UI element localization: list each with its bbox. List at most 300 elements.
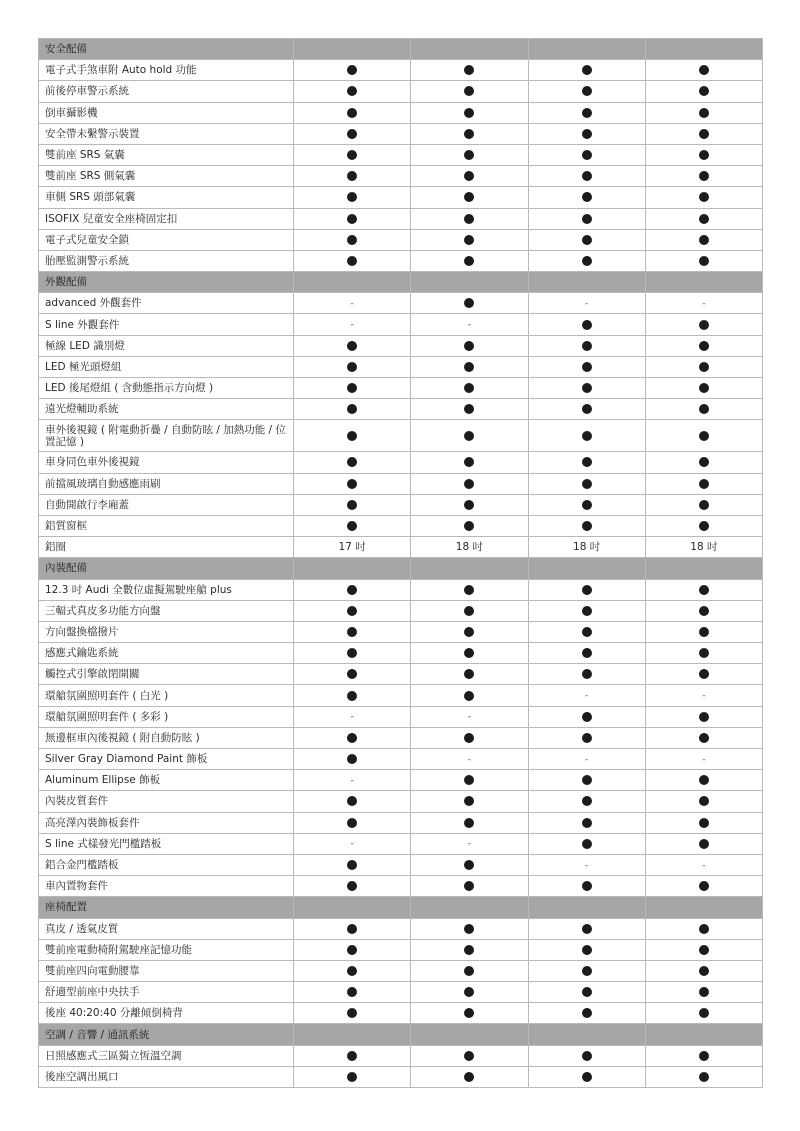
feature-value-cell [411, 685, 528, 706]
standard-dot-icon [347, 1051, 357, 1061]
standard-dot-icon [582, 457, 592, 467]
standard-dot-icon [699, 320, 709, 330]
standard-dot-icon [347, 818, 357, 828]
table-row [39, 685, 763, 706]
not-available-dash: - [585, 754, 589, 765]
table-row [39, 918, 763, 939]
standard-dot-icon [347, 500, 357, 510]
not-available-dash: - [467, 712, 471, 723]
feature-label: 真皮 / 透氣皮質 [39, 918, 294, 939]
standard-dot-icon [699, 733, 709, 743]
feature-value-cell [645, 727, 762, 748]
standard-dot-icon [699, 818, 709, 828]
feature-value-cell [411, 1003, 528, 1024]
feature-label: 電子式手煞車附 Auto hold 功能 [39, 60, 294, 81]
feature-value-cell [645, 960, 762, 981]
not-available-dash: - [702, 860, 706, 871]
standard-dot-icon [582, 987, 592, 997]
feature-value-cell [528, 770, 645, 791]
standard-dot-icon [699, 86, 709, 96]
table-row [39, 812, 763, 833]
feature-value-cell [411, 60, 528, 81]
standard-dot-icon [464, 479, 474, 489]
standard-dot-icon [582, 129, 592, 139]
standard-dot-icon [582, 479, 592, 489]
standard-dot-icon [464, 341, 474, 351]
standard-dot-icon [347, 924, 357, 934]
feature-value-cell [528, 1045, 645, 1066]
feature-value-cell [528, 685, 645, 706]
standard-dot-icon [464, 404, 474, 414]
table-row [39, 1045, 763, 1066]
feature-value-cell [294, 939, 411, 960]
standard-dot-icon [699, 65, 709, 75]
feature-value-cell [528, 918, 645, 939]
table-row [39, 81, 763, 102]
feature-value-cell [645, 378, 762, 399]
standard-dot-icon [582, 500, 592, 510]
standard-dot-icon [699, 966, 709, 976]
feature-value-cell [294, 685, 411, 706]
feature-value-cell [645, 1066, 762, 1087]
not-available-dash: - [467, 754, 471, 765]
feature-value-cell [294, 1003, 411, 1024]
table-row [39, 250, 763, 271]
feature-value-cell [411, 208, 528, 229]
feature-label: 車內置物套件 [39, 876, 294, 897]
feature-value-cell [294, 579, 411, 600]
standard-dot-icon [347, 796, 357, 806]
feature-value-cell [411, 123, 528, 144]
table-row [39, 123, 763, 144]
feature-value-cell [411, 770, 528, 791]
section-title: 空調 / 音響 / 通訊系統 [39, 1024, 294, 1045]
feature-label: 雙前座 SRS 氣囊 [39, 144, 294, 165]
standard-dot-icon [464, 256, 474, 266]
standard-dot-icon [347, 987, 357, 997]
not-available-dash: - [585, 860, 589, 871]
feature-label: 環艙氛圍照明套件 ( 白光 ) [39, 685, 294, 706]
standard-dot-icon [464, 648, 474, 658]
standard-dot-icon [699, 341, 709, 351]
standard-dot-icon [347, 754, 357, 764]
standard-dot-icon [699, 521, 709, 531]
standard-dot-icon [582, 404, 592, 414]
section-header-cell [528, 558, 645, 579]
feature-value-cell [645, 643, 762, 664]
not-available-dash: - [467, 320, 471, 331]
standard-dot-icon [464, 383, 474, 393]
feature-value-cell [645, 833, 762, 854]
feature-label: 舒適型前座中央扶手 [39, 982, 294, 1003]
feature-value-cell [645, 1003, 762, 1024]
standard-dot-icon [582, 383, 592, 393]
standard-dot-icon [347, 945, 357, 955]
standard-dot-icon [699, 775, 709, 785]
feature-value-cell [528, 208, 645, 229]
feature-value: 18 吋 [455, 541, 483, 554]
standard-dot-icon [464, 214, 474, 224]
table-row [39, 494, 763, 515]
standard-dot-icon [464, 627, 474, 637]
feature-value-cell [528, 833, 645, 854]
feature-value-cell [411, 187, 528, 208]
feature-label: 無邊框車內後視鏡 ( 附自動防眩 ) [39, 727, 294, 748]
standard-dot-icon [464, 691, 474, 701]
not-available-dash: - [350, 320, 354, 331]
table-row [39, 399, 763, 420]
feature-value-cell [645, 452, 762, 473]
feature-label: 車身同色車外後視鏡 [39, 452, 294, 473]
section-header-cell [411, 272, 528, 293]
standard-dot-icon [464, 987, 474, 997]
feature-label: 後座空調出風口 [39, 1066, 294, 1087]
feature-value-cell [294, 102, 411, 123]
standard-dot-icon [582, 627, 592, 637]
feature-label: 內裝皮質套件 [39, 791, 294, 812]
table-row [39, 664, 763, 685]
not-available-dash: - [350, 298, 354, 309]
feature-value-cell [411, 494, 528, 515]
not-available-dash: - [585, 691, 589, 702]
standard-dot-icon [699, 479, 709, 489]
standard-dot-icon [464, 733, 474, 743]
standard-dot-icon [347, 383, 357, 393]
table-row [39, 982, 763, 1003]
table-row [39, 293, 763, 314]
feature-value-cell [528, 123, 645, 144]
feature-label: Silver Gray Diamond Paint 飾板 [39, 749, 294, 770]
standard-dot-icon [347, 881, 357, 891]
feature-value-cell [645, 420, 762, 452]
standard-dot-icon [582, 431, 592, 441]
not-available-dash: - [702, 691, 706, 702]
feature-value-cell [294, 452, 411, 473]
section-header-cell [645, 558, 762, 579]
standard-dot-icon [464, 818, 474, 828]
feature-label: 鋁合金門檻踏板 [39, 854, 294, 875]
standard-dot-icon [582, 235, 592, 245]
standard-dot-icon [347, 966, 357, 976]
table-row [39, 229, 763, 250]
feature-value-cell [294, 1066, 411, 1087]
feature-label: 遠光燈輔助系統 [39, 399, 294, 420]
feature-value-cell [411, 643, 528, 664]
standard-dot-icon [582, 585, 592, 595]
feature-label: 鋁質窗框 [39, 515, 294, 536]
section-header-cell [528, 1024, 645, 1045]
standard-dot-icon [582, 320, 592, 330]
table-row [39, 833, 763, 854]
feature-label: 車外後視鏡 ( 附電動折疊 / 自動防眩 / 加熱功能 / 位置記憶 ) [39, 420, 294, 452]
standard-dot-icon [699, 235, 709, 245]
feature-label: 前擋風玻璃自動感應雨刷 [39, 473, 294, 494]
feature-value-cell [528, 982, 645, 1003]
feature-value-cell [294, 876, 411, 897]
feature-value-cell [645, 494, 762, 515]
standard-dot-icon [347, 171, 357, 181]
standard-dot-icon [699, 150, 709, 160]
feature-value-cell [411, 537, 528, 558]
table-row [39, 854, 763, 875]
feature-value-cell [411, 314, 528, 335]
standard-dot-icon [582, 1072, 592, 1082]
feature-label: 前後停車警示系統 [39, 81, 294, 102]
standard-dot-icon [699, 1051, 709, 1061]
feature-value-cell [411, 621, 528, 642]
standard-dot-icon [347, 691, 357, 701]
standard-dot-icon [464, 129, 474, 139]
standard-dot-icon [582, 733, 592, 743]
section-header-cell [294, 558, 411, 579]
standard-dot-icon [699, 431, 709, 441]
feature-value-cell [645, 473, 762, 494]
standard-dot-icon [464, 521, 474, 531]
feature-value-cell [294, 494, 411, 515]
spec-table [38, 38, 763, 1088]
table-row [39, 452, 763, 473]
standard-dot-icon [699, 362, 709, 372]
feature-value-cell [294, 123, 411, 144]
standard-dot-icon [347, 362, 357, 372]
feature-value-cell [411, 918, 528, 939]
standard-dot-icon [464, 669, 474, 679]
feature-value-cell [645, 293, 762, 314]
section-header-cell [645, 897, 762, 918]
standard-dot-icon [464, 86, 474, 96]
table-row [39, 749, 763, 770]
feature-value-cell [528, 621, 645, 642]
feature-label: 車側 SRS 頭部氣囊 [39, 187, 294, 208]
section-header-row [39, 1024, 763, 1045]
feature-value-cell [528, 664, 645, 685]
feature-label: LED 後尾燈組 ( 含動態指示方向燈 ) [39, 378, 294, 399]
feature-value-cell [528, 250, 645, 271]
table-row [39, 1003, 763, 1024]
standard-dot-icon [582, 775, 592, 785]
standard-dot-icon [464, 881, 474, 891]
feature-value-cell [528, 494, 645, 515]
standard-dot-icon [347, 733, 357, 743]
feature-label: 後座 40:20:40 分離傾倒椅背 [39, 1003, 294, 1024]
feature-value-cell [411, 420, 528, 452]
standard-dot-icon [699, 457, 709, 467]
feature-value-cell [294, 166, 411, 187]
table-row [39, 378, 763, 399]
feature-value-cell [411, 452, 528, 473]
standard-dot-icon [347, 192, 357, 202]
section-title: 座椅配置 [39, 897, 294, 918]
feature-value-cell [528, 812, 645, 833]
feature-value-cell [294, 791, 411, 812]
feature-value-cell [528, 452, 645, 473]
standard-dot-icon [699, 1072, 709, 1082]
feature-value-cell [528, 854, 645, 875]
feature-value-cell [528, 166, 645, 187]
table-row [39, 515, 763, 536]
table-row [39, 208, 763, 229]
feature-value-cell [528, 144, 645, 165]
feature-value-cell [528, 356, 645, 377]
feature-value-cell [294, 229, 411, 250]
feature-label: 安全帶未繫警示裝置 [39, 123, 294, 144]
feature-value-cell [294, 812, 411, 833]
standard-dot-icon [464, 65, 474, 75]
feature-label: 電子式兒童安全鎖 [39, 229, 294, 250]
standard-dot-icon [582, 256, 592, 266]
standard-dot-icon [464, 298, 474, 308]
standard-dot-icon [347, 431, 357, 441]
standard-dot-icon [699, 945, 709, 955]
table-row [39, 706, 763, 727]
standard-dot-icon [464, 500, 474, 510]
feature-value-cell [645, 166, 762, 187]
feature-value-cell [645, 854, 762, 875]
standard-dot-icon [699, 627, 709, 637]
not-available-dash: - [702, 754, 706, 765]
feature-value-cell [411, 664, 528, 685]
section-header-row [39, 39, 763, 60]
feature-value-cell [294, 706, 411, 727]
table-row [39, 335, 763, 356]
feature-value-cell [294, 854, 411, 875]
standard-dot-icon [347, 341, 357, 351]
standard-dot-icon [347, 86, 357, 96]
standard-dot-icon [347, 404, 357, 414]
standard-dot-icon [464, 235, 474, 245]
feature-value-cell [645, 314, 762, 335]
feature-value-cell [411, 356, 528, 377]
not-available-dash: - [585, 298, 589, 309]
feature-label: 日照感應式三區獨立恆溫空調 [39, 1045, 294, 1066]
section-title: 外觀配備 [39, 272, 294, 293]
feature-label: 環艙氛圍照明套件 ( 多彩 ) [39, 706, 294, 727]
feature-value-cell [645, 335, 762, 356]
table-row [39, 579, 763, 600]
feature-value-cell [645, 60, 762, 81]
standard-dot-icon [582, 150, 592, 160]
feature-value-cell [294, 600, 411, 621]
standard-dot-icon [699, 1008, 709, 1018]
section-header-row [39, 272, 763, 293]
feature-label: 方向盤換檔撥片 [39, 621, 294, 642]
section-header-cell [411, 897, 528, 918]
standard-dot-icon [464, 431, 474, 441]
standard-dot-icon [347, 65, 357, 75]
feature-value-cell [645, 537, 762, 558]
feature-label: 倒車攝影機 [39, 102, 294, 123]
feature-value-cell [645, 770, 762, 791]
feature-value-cell [645, 706, 762, 727]
section-header-row [39, 897, 763, 918]
standard-dot-icon [699, 256, 709, 266]
standard-dot-icon [347, 669, 357, 679]
feature-label: S line 外觀套件 [39, 314, 294, 335]
feature-value-cell [411, 515, 528, 536]
standard-dot-icon [464, 860, 474, 870]
feature-label: Aluminum Ellipse 飾板 [39, 770, 294, 791]
standard-dot-icon [464, 606, 474, 616]
feature-value-cell [645, 791, 762, 812]
feature-value-cell [528, 960, 645, 981]
feature-value-cell [645, 749, 762, 770]
section-title: 內裝配備 [39, 558, 294, 579]
standard-dot-icon [582, 1051, 592, 1061]
section-header-cell [294, 1024, 411, 1045]
not-available-dash: - [350, 839, 354, 850]
feature-label: 雙前座四向電動腰靠 [39, 960, 294, 981]
feature-value-cell [411, 102, 528, 123]
feature-value-cell [294, 473, 411, 494]
table-row [39, 727, 763, 748]
section-header-cell [294, 897, 411, 918]
feature-value-cell [645, 399, 762, 420]
standard-dot-icon [347, 457, 357, 467]
feature-value-cell [411, 727, 528, 748]
feature-value-cell [411, 399, 528, 420]
feature-value-cell [528, 335, 645, 356]
standard-dot-icon [464, 924, 474, 934]
standard-dot-icon [464, 1051, 474, 1061]
feature-value-cell [528, 939, 645, 960]
section-header-cell [411, 39, 528, 60]
table-row [39, 537, 763, 558]
feature-value-cell [645, 812, 762, 833]
feature-value-cell [411, 229, 528, 250]
table-row [39, 770, 763, 791]
standard-dot-icon [464, 192, 474, 202]
feature-value-cell [645, 229, 762, 250]
section-header-cell [645, 39, 762, 60]
feature-value-cell [645, 187, 762, 208]
feature-value-cell [411, 876, 528, 897]
section-header-cell [294, 39, 411, 60]
standard-dot-icon [464, 150, 474, 160]
section-header-cell [411, 558, 528, 579]
feature-value-cell [645, 81, 762, 102]
section-header-row [39, 558, 763, 579]
feature-value-cell [528, 1066, 645, 1087]
feature-value-cell [294, 250, 411, 271]
feature-value-cell [294, 918, 411, 939]
standard-dot-icon [464, 945, 474, 955]
standard-dot-icon [582, 648, 592, 658]
feature-value-cell [411, 144, 528, 165]
standard-dot-icon [347, 1008, 357, 1018]
standard-dot-icon [347, 860, 357, 870]
standard-dot-icon [699, 648, 709, 658]
standard-dot-icon [347, 150, 357, 160]
standard-dot-icon [699, 383, 709, 393]
standard-dot-icon [347, 235, 357, 245]
feature-value: 18 吋 [573, 541, 601, 554]
feature-label: 鋁圈 [39, 537, 294, 558]
feature-value-cell [528, 420, 645, 452]
feature-value-cell [294, 664, 411, 685]
table-row [39, 939, 763, 960]
standard-dot-icon [582, 1008, 592, 1018]
standard-dot-icon [464, 775, 474, 785]
feature-value-cell [411, 335, 528, 356]
standard-dot-icon [347, 214, 357, 224]
feature-value-cell [528, 600, 645, 621]
feature-value-cell [645, 208, 762, 229]
section-title: 安全配備 [39, 39, 294, 60]
feature-value-cell [294, 621, 411, 642]
feature-value-cell [294, 749, 411, 770]
standard-dot-icon [582, 192, 592, 202]
section-header-cell [294, 272, 411, 293]
